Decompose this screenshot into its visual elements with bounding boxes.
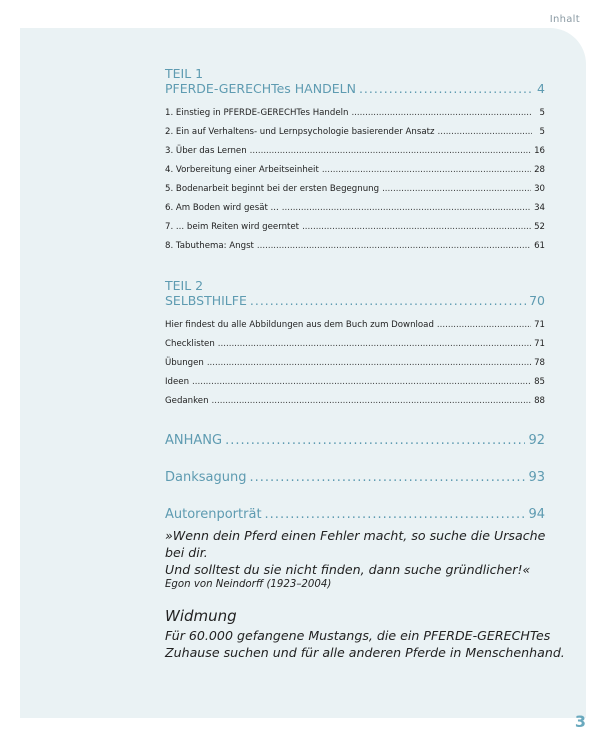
part2-title: SELBSTHILFE <box>165 293 247 308</box>
toc-entry[interactable] <box>165 354 545 373</box>
entry-page: 5 <box>539 108 545 118</box>
part1-heading[interactable] <box>165 81 545 96</box>
entry-page: 61 <box>534 241 545 251</box>
leader-dots <box>218 335 531 354</box>
section-title: Danksagung <box>165 470 247 485</box>
toc-entry[interactable] <box>165 199 545 218</box>
page-number: 3 <box>574 712 586 731</box>
dedication-line: Zuhause suchen und für alle anderen Pferde in Menschenhand. <box>165 645 565 660</box>
section-page: 94 <box>528 507 545 522</box>
part2-entries <box>165 316 545 411</box>
leader-dots <box>225 433 525 448</box>
entry-title: 8. Tabuthema: Angst <box>165 241 254 251</box>
entry-page: 16 <box>534 146 545 156</box>
quote-line: »Wenn dein Pferd einen Fehler macht, so suche die Ursache bei dir. <box>165 528 546 560</box>
section-title: Autorenporträt <box>165 507 262 522</box>
entry-title: Ideen <box>165 377 190 387</box>
entry-page: 71 <box>534 320 545 330</box>
leader-dots <box>212 392 532 411</box>
leader-dots <box>265 507 526 522</box>
leader-dots <box>438 123 533 142</box>
toc-entry[interactable] <box>165 123 545 142</box>
part1-page: 4 <box>537 81 545 96</box>
entry-title: 6. Am Boden wird gesät ... <box>165 203 279 213</box>
leader-dots <box>282 199 531 218</box>
entry-title: 2. Ein auf Verhaltens- und Lernpsychologie basierender Ansatz <box>165 127 435 137</box>
dedication-line: Für 60.000 gefangene Mustangs, die ein PFERDE-GERECHTes <box>165 628 551 643</box>
part2-heading[interactable] <box>165 293 545 308</box>
leader-dots <box>359 81 534 96</box>
section-page: 92 <box>528 433 545 448</box>
entry-page: 5 <box>539 127 545 137</box>
entry-page: 52 <box>534 222 545 232</box>
leader-dots <box>250 142 531 161</box>
leader-dots <box>382 180 531 199</box>
entry-page: 85 <box>534 377 545 387</box>
part1-entries <box>165 104 545 256</box>
leader-dots <box>192 373 531 392</box>
dedication-title: Widmung <box>165 607 237 625</box>
toc-entry[interactable] <box>165 392 545 411</box>
toc-entry[interactable] <box>165 335 545 354</box>
toc-entry[interactable] <box>165 373 545 392</box>
part2-label: TEIL 2 <box>165 278 204 293</box>
entry-title: 4. Vorbereitung einer Arbeitseinheit <box>165 165 319 175</box>
leader-dots <box>249 470 525 485</box>
section-danksagung[interactable] <box>165 470 545 485</box>
leader-dots <box>207 354 531 373</box>
entry-title: 3. Über das Lernen <box>165 146 247 156</box>
entry-title: 1. Einstieg in PFERDE-GERECHTes Handeln <box>165 108 349 118</box>
section-title: ANHANG <box>165 433 223 448</box>
section-autorenportraet[interactable] <box>165 507 545 522</box>
entry-title: Gedanken <box>165 396 209 406</box>
part1-label: TEIL 1 <box>165 66 204 81</box>
running-header: Inhalt <box>549 14 580 25</box>
entry-page: 88 <box>534 396 545 406</box>
entry-title: 7. ... beim Reiten wird geerntet <box>165 222 300 232</box>
entry-title: 5. Bodenarbeit beginnt bei der ersten Begegnung <box>165 184 380 194</box>
entry-page: 34 <box>534 203 545 213</box>
entry-page: 78 <box>534 358 545 368</box>
entry-page: 71 <box>534 339 545 349</box>
dedication <box>165 606 565 661</box>
table-of-contents <box>165 66 545 522</box>
toc-entry[interactable] <box>165 237 545 256</box>
leader-dots <box>351 104 532 123</box>
entry-page: 30 <box>534 184 545 194</box>
leader-dots <box>322 161 531 180</box>
leader-dots <box>437 316 531 335</box>
quote-line: Und solltest du sie nicht finden, dann suche gründlicher!« <box>165 562 531 577</box>
epigraph-quote <box>165 527 565 592</box>
leader-dots <box>302 218 531 237</box>
part1-title: PFERDE-GERECHTes HANDELN <box>165 81 356 96</box>
toc-entry[interactable] <box>165 218 545 237</box>
toc-entry[interactable] <box>165 161 545 180</box>
entry-page: 28 <box>534 165 545 175</box>
section-page: 93 <box>528 470 545 485</box>
entry-title: Hier findest du alle Abbildungen aus dem Buch zum Download <box>165 320 434 330</box>
part2-page: 70 <box>529 293 545 308</box>
toc-entry[interactable] <box>165 316 545 335</box>
toc-entry[interactable] <box>165 180 545 199</box>
toc-entry[interactable] <box>165 104 545 123</box>
section-anhang[interactable] <box>165 433 545 448</box>
quote-author: Egon von Neindorff (1923–2004) <box>165 579 332 590</box>
entry-title: Übungen <box>165 358 204 368</box>
leader-dots <box>257 237 531 256</box>
leader-dots <box>250 293 526 308</box>
toc-entry[interactable] <box>165 142 545 161</box>
entry-title: Checklisten <box>165 339 215 349</box>
